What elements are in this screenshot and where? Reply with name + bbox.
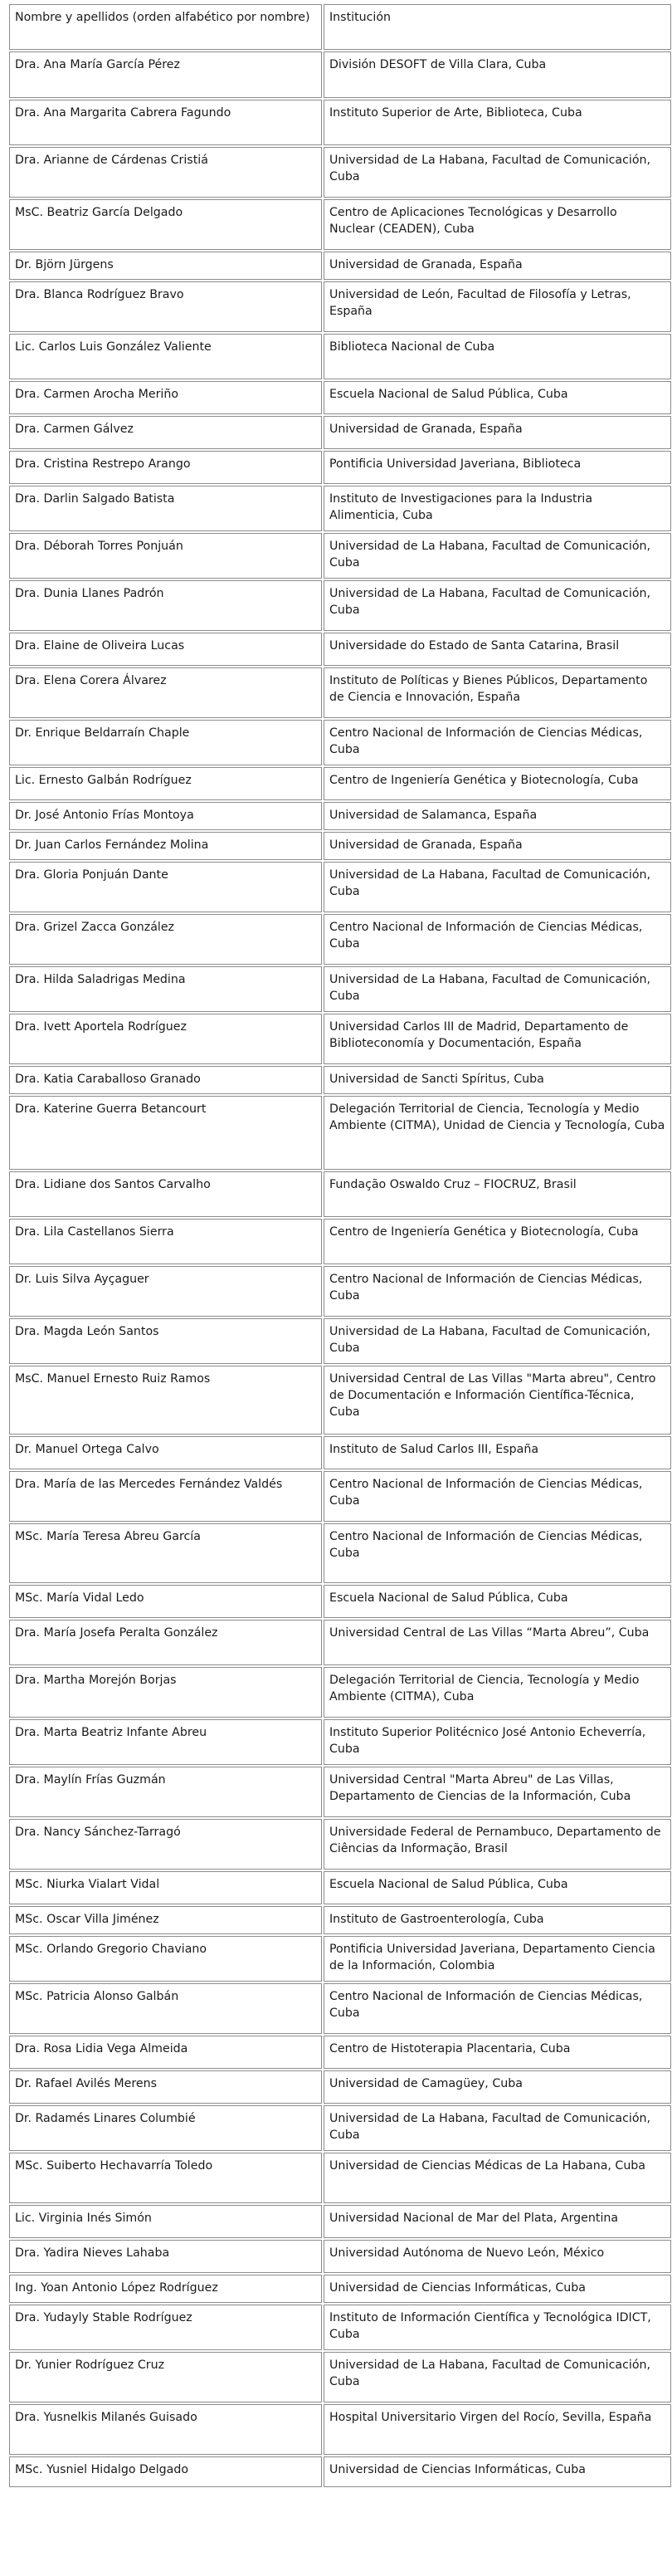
table-row <box>9 2275 671 2303</box>
name-cell: Dr. Yunier Rodríguez Cruz <box>9 2352 322 2402</box>
name-cell: Dra. Carmen Gálvez <box>9 416 322 449</box>
name-cell: MsC. Beatriz García Delgado <box>9 199 322 250</box>
institution-cell: Universidad de Camagüey, Cuba <box>324 2070 671 2104</box>
name-cell: Dra. Lila Castellanos Sierra <box>9 1219 322 1264</box>
institution-cell: Universidad Carlos III de Madrid, Departamento de Biblioteconomía y Documentación, España <box>324 1014 671 1064</box>
table-row <box>9 1266 671 1317</box>
table-row <box>9 2105 671 2151</box>
institution-cell: Universidad de Granada, España <box>324 416 671 449</box>
table-row <box>9 633 671 666</box>
table-header-row <box>9 4 671 50</box>
table-row <box>9 1767 671 1817</box>
table-row <box>9 1585 671 1618</box>
institution-cell: Biblioteca Nacional de Cuba <box>324 334 671 379</box>
institution-cell: Centro de Ingeniería Genética y Biotecnología, Cuba <box>324 767 671 800</box>
name-cell: Dr. José Antonio Frías Montoya <box>9 802 322 830</box>
name-cell: Dra. Dunia Llanes Padrón <box>9 580 322 631</box>
institution-cell: Instituto de Investigaciones para la Industria Alimenticia, Cuba <box>324 486 671 531</box>
institution-cell: Centro Nacional de Información de Ciencias Médicas, Cuba <box>324 1983 671 2034</box>
table-row <box>9 1171 671 1217</box>
table-row <box>9 1219 671 1264</box>
table-row <box>9 1819 671 1870</box>
name-cell: Dr. Radamés Linares Columbié <box>9 2105 322 2151</box>
table-row <box>9 1906 671 1934</box>
table-row <box>9 720 671 765</box>
institution-cell: Universidade do Estado de Santa Catarina, Brasil <box>324 633 671 666</box>
institution-cell: Centro Nacional de Información de Ciencias Médicas, Cuba <box>324 1266 671 1317</box>
name-cell: Dra. Nancy Sánchez-Tarragó <box>9 1819 322 1870</box>
institution-cell: Universidad de La Habana, Facultad de Comunicación, Cuba <box>324 966 671 1012</box>
name-cell: Dra. Magda León Santos <box>9 1318 322 1364</box>
header-name-cell: Nombre y apellidos (orden alfabético por nombre) <box>9 4 322 50</box>
institution-cell: Escuela Nacional de Salud Pública, Cuba <box>324 1585 671 1618</box>
table-row <box>9 451 671 484</box>
table-row <box>9 2456 671 2487</box>
name-cell: Dr. Rafael Avilés Merens <box>9 2070 322 2104</box>
institution-cell: Universidad de León, Facultad de Filosofía y Letras, España <box>324 281 671 332</box>
name-cell: Dra. Ivett Aportela Rodríguez <box>9 1014 322 1064</box>
name-cell: Dra. Maylín Frías Guzmán <box>9 1767 322 1817</box>
name-cell: MSc. Patricia Alonso Galbán <box>9 1983 322 2034</box>
name-cell: Dra. Yudayly Stable Rodríguez <box>9 2305 322 2350</box>
table-row <box>9 199 671 250</box>
institution-cell: Universidad de Ciencias Informáticas, Cuba <box>324 2275 671 2303</box>
institution-cell: Universidad de Ciencias Médicas de La Habana, Cuba <box>324 2153 671 2203</box>
institution-cell: Centro Nacional de Información de Ciencias Médicas, Cuba <box>324 720 671 765</box>
table-row <box>9 1066 671 1094</box>
name-cell: Dra. Blanca Rodríguez Bravo <box>9 281 322 332</box>
institution-cell: Fundação Oswaldo Cruz – FIOCRUZ, Brasil <box>324 1171 671 1217</box>
table-row <box>9 1871 671 1904</box>
name-cell: Dr. Luis Silva Ayçaguer <box>9 1266 322 1317</box>
institution-cell: Centro de Ingeniería Genética y Biotecnología, Cuba <box>324 1219 671 1264</box>
name-cell: Dra. Gloria Ponjuán Dante <box>9 862 322 912</box>
table-row <box>9 580 671 631</box>
table-row <box>9 1471 671 1522</box>
institution-cell: Instituto Superior Politécnico José Antonio Echeverría, Cuba <box>324 1719 671 1765</box>
name-cell: Lic. Ernesto Galbán Rodríguez <box>9 767 322 800</box>
table-row <box>9 2036 671 2069</box>
institution-cell: Universidad de Salamanca, España <box>324 802 671 830</box>
name-cell: Dr. Björn Jürgens <box>9 252 322 280</box>
table-row <box>9 1667 671 1718</box>
institution-cell: Instituto de Salud Carlos III, España <box>324 1436 671 1469</box>
institution-cell: Centro Nacional de Información de Ciencias Médicas, Cuba <box>324 914 671 965</box>
table-row <box>9 334 671 379</box>
institution-cell: Universidad Central "Marta Abreu" de Las Villas, Departamento de Ciencias de la Información, Cuba <box>324 1767 671 1817</box>
table-row <box>9 147 671 198</box>
name-cell: Dra. Grizel Zacca González <box>9 914 322 965</box>
table-row <box>9 1014 671 1064</box>
name-cell: Dra. Katerine Guerra Betancourt <box>9 1096 322 1170</box>
table-row <box>9 667 671 718</box>
name-cell: Lic. Carlos Luis González Valiente <box>9 334 322 379</box>
institution-cell: Universidad Autónoma de Nuevo León, México <box>324 2240 671 2273</box>
institution-cell: Instituto de Políticas y Bienes Públicos, Departamento de Ciencia e Innovación, España <box>324 667 671 718</box>
institution-cell: Delegación Territorial de Ciencia, Tecnología y Medio Ambiente (CITMA), Cuba <box>324 1667 671 1718</box>
name-cell: Dra. Hilda Saladrigas Medina <box>9 966 322 1012</box>
table-row <box>9 1983 671 2034</box>
institution-cell: Centro Nacional de Información de Ciencias Médicas, Cuba <box>324 1523 671 1583</box>
institution-cell: Instituto Superior de Arte, Biblioteca, Cuba <box>324 100 671 145</box>
institution-cell: Universidad de Sancti Spíritus, Cuba <box>324 1066 671 1094</box>
institution-cell: Delegación Territorial de Ciencia, Tecnología y Medio Ambiente (CITMA), Unidad de Ciencia y Tecnología, Cuba <box>324 1096 671 1170</box>
table-row <box>9 2305 671 2350</box>
institution-cell: Centro de Aplicaciones Tecnológicas y Desarrollo Nuclear (CEADEN), Cuba <box>324 199 671 250</box>
name-cell: MSc. Oscar Villa Jiménez <box>9 1906 322 1934</box>
institution-cell: Universidad de Ciencias Informáticas, Cuba <box>324 2456 671 2487</box>
name-cell: Dra. María de las Mercedes Fernández Valdés <box>9 1471 322 1522</box>
table-row <box>9 281 671 332</box>
name-cell: MSc. Yusniel Hidalgo Delgado <box>9 2456 322 2487</box>
name-cell: Dra. Ana Margarita Cabrera Fagundo <box>9 100 322 145</box>
name-cell: Dra. Elena Corera Álvarez <box>9 667 322 718</box>
table-row <box>9 381 671 414</box>
table-row <box>9 802 671 830</box>
institution-cell: Pontificia Universidad Javeriana, Biblioteca <box>324 451 671 484</box>
table-row <box>9 2240 671 2273</box>
table-row <box>9 2070 671 2104</box>
table-row <box>9 1523 671 1583</box>
name-cell: Dra. Darlin Salgado Batista <box>9 486 322 531</box>
institution-cell: Universidad de La Habana, Facultad de Comunicación, Cuba <box>324 533 671 579</box>
name-cell: Dra. Déborah Torres Ponjuán <box>9 533 322 579</box>
name-cell: Dra. Ana María García Pérez <box>9 51 322 98</box>
name-cell: MSc. María Vidal Ledo <box>9 1585 322 1618</box>
name-cell: Ing. Yoan Antonio López Rodríguez <box>9 2275 322 2303</box>
table-row <box>9 51 671 98</box>
table-row <box>9 486 671 531</box>
name-cell: Dra. Katia Caraballoso Granado <box>9 1066 322 1094</box>
table-row <box>9 416 671 449</box>
reviewers-table <box>7 2 672 2489</box>
header-institution-cell: Institución <box>324 4 671 50</box>
name-cell: MSc. María Teresa Abreu García <box>9 1523 322 1583</box>
institution-cell: División DESOFT de Villa Clara, Cuba <box>324 51 671 98</box>
institution-cell: Universidad de La Habana, Facultad de Comunicación, Cuba <box>324 1318 671 1364</box>
institution-cell: Universidad de La Habana, Facultad de Comunicación, Cuba <box>324 580 671 631</box>
institution-cell: Universidade Federal de Pernambuco, Departamento de Ciências da Informação, Brasil <box>324 1819 671 1870</box>
institution-cell: Universidad de La Habana, Facultad de Comunicación, Cuba <box>324 2352 671 2402</box>
name-cell: Dra. Yadira Nieves Lahaba <box>9 2240 322 2273</box>
institution-cell: Universidad de La Habana, Facultad de Comunicación, Cuba <box>324 147 671 198</box>
institution-cell: Hospital Universitario Virgen del Rocío, Sevilla, España <box>324 2404 671 2455</box>
table-row <box>9 2205 671 2238</box>
table-row <box>9 914 671 965</box>
institution-cell: Instituto de Información Científica y Tecnológica IDICT, Cuba <box>324 2305 671 2350</box>
table-row <box>9 1318 671 1364</box>
table-row <box>9 252 671 280</box>
table-row <box>9 832 671 860</box>
institution-cell: Universidad Central de Las Villas “Marta Abreu”, Cuba <box>324 1620 671 1665</box>
table-row <box>9 1366 671 1435</box>
institution-cell: Universidad Central de Las Villas "Marta abreu", Centro de Documentación e Información Científica-Técnica, Cuba <box>324 1366 671 1435</box>
name-cell: Dra. Yusnelkis Milanés Guisado <box>9 2404 322 2455</box>
table-row <box>9 2153 671 2203</box>
name-cell: Dra. Carmen Arocha Meriño <box>9 381 322 414</box>
table-row <box>9 100 671 145</box>
institution-cell: Centro de Histoterapia Placentaria, Cuba <box>324 2036 671 2069</box>
name-cell: Dra. Marta Beatriz Infante Abreu <box>9 1719 322 1765</box>
table-row <box>9 1719 671 1765</box>
name-cell: Dr. Juan Carlos Fernández Molina <box>9 832 322 860</box>
table-row <box>9 1096 671 1170</box>
institution-cell: Universidad de La Habana, Facultad de Comunicación, Cuba <box>324 2105 671 2151</box>
name-cell: MSc. Suiberto Hechavarría Toledo <box>9 2153 322 2203</box>
name-cell: Dra. Elaine de Oliveira Lucas <box>9 633 322 666</box>
name-cell: Dra. Rosa Lidia Vega Almeida <box>9 2036 322 2069</box>
table-row <box>9 966 671 1012</box>
name-cell: Dra. Arianne de Cárdenas Cristiá <box>9 147 322 198</box>
reviewers-table-body <box>9 4 671 2487</box>
table-row <box>9 1620 671 1665</box>
table-row <box>9 2404 671 2455</box>
name-cell: Dr. Manuel Ortega Calvo <box>9 1436 322 1469</box>
name-cell: Dra. Martha Morejón Borjas <box>9 1667 322 1718</box>
name-cell: MSc. Niurka Vialart Vidal <box>9 1871 322 1904</box>
institution-cell: Universidad de La Habana, Facultad de Comunicación, Cuba <box>324 862 671 912</box>
name-cell: Dra. Cristina Restrepo Arango <box>9 451 322 484</box>
table-row <box>9 533 671 579</box>
name-cell: MsC. Manuel Ernesto Ruiz Ramos <box>9 1366 322 1435</box>
institution-cell: Escuela Nacional de Salud Pública, Cuba <box>324 1871 671 1904</box>
table-row <box>9 2352 671 2402</box>
institution-cell: Pontificia Universidad Javeriana, Departamento Ciencia de la Información, Colombia <box>324 1936 671 1982</box>
institution-cell: Universidad Nacional de Mar del Plata, Argentina <box>324 2205 671 2238</box>
name-cell: Dra. Lidiane dos Santos Carvalho <box>9 1171 322 1217</box>
institution-cell: Universidad de Granada, España <box>324 832 671 860</box>
name-cell: Lic. Virginia Inés Simón <box>9 2205 322 2238</box>
table-row <box>9 767 671 800</box>
table-row <box>9 862 671 912</box>
name-cell: Dr. Enrique Beldarraín Chaple <box>9 720 322 765</box>
institution-cell: Centro Nacional de Información de Ciencias Médicas, Cuba <box>324 1471 671 1522</box>
institution-cell: Instituto de Gastroenterología, Cuba <box>324 1906 671 1934</box>
table-row <box>9 1436 671 1469</box>
name-cell: Dra. María Josefa Peralta González <box>9 1620 322 1665</box>
table-row <box>9 1936 671 1982</box>
name-cell: MSc. Orlando Gregorio Chaviano <box>9 1936 322 1982</box>
institution-cell: Universidad de Granada, España <box>324 252 671 280</box>
institution-cell: Escuela Nacional de Salud Pública, Cuba <box>324 381 671 414</box>
